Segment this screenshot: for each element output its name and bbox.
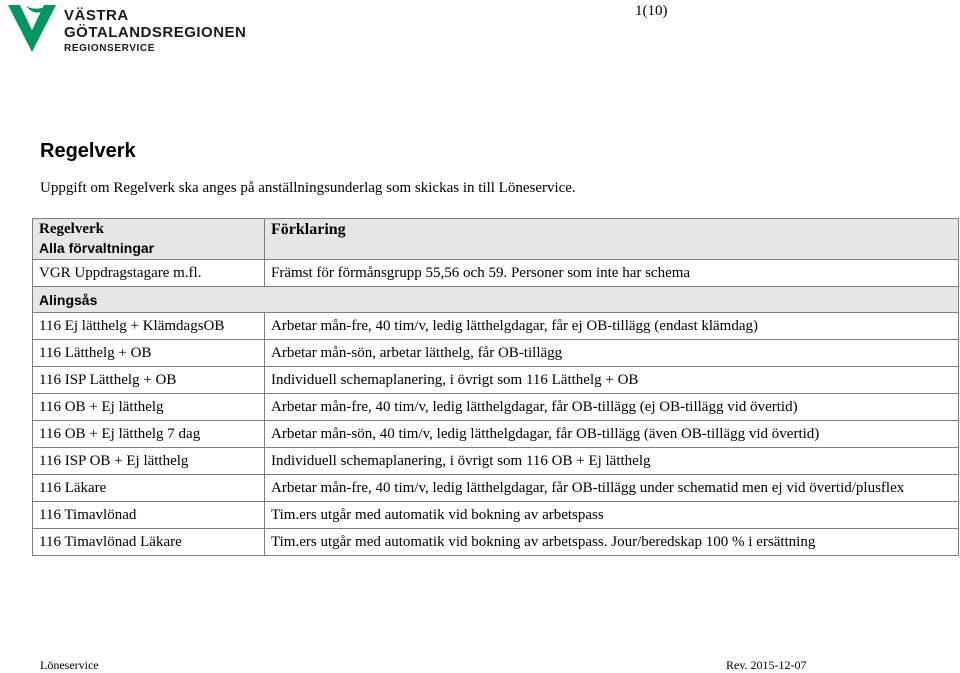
footer-left: Löneservice xyxy=(40,658,99,672)
table-row xyxy=(33,260,959,287)
section-row-alingsas xyxy=(33,287,959,313)
explanation-cell: Arbetar mån-sön, 40 tim/v, ledig lätthelgdagar, får OB-tillägg (även OB-tillägg vid övertid) xyxy=(265,421,959,448)
table-row xyxy=(33,475,959,502)
vgr-emblem-icon xyxy=(6,2,60,54)
logo-text xyxy=(64,8,246,54)
section-label: Alingsås xyxy=(33,287,959,313)
rule-cell: 116 Läkare xyxy=(33,475,265,502)
rule-cell: VGR Uppdragstagare m.fl. xyxy=(33,260,265,287)
header-regelverk-label: Regelverk xyxy=(39,221,104,237)
logo-line-1: VÄSTRA xyxy=(64,7,129,24)
page-title: Regelverk xyxy=(40,140,136,162)
rules-table xyxy=(32,218,959,556)
logo-line-2: GÖTALANDSREGIONEN xyxy=(64,24,247,41)
rule-cell: 116 Lätthelg + OB xyxy=(33,340,265,367)
rule-cell: 116 Ej lätthelg + KlämdagsOB xyxy=(33,313,265,340)
explanation-cell: Arbetar mån-sön, arbetar lätthelg, får OB-tillägg xyxy=(265,340,959,367)
table-row xyxy=(33,367,959,394)
explanation-cell: Tim.ers utgår med automatik vid bokning av arbetspass. Jour/beredskap 100 % i ersättning xyxy=(265,529,959,556)
rule-cell: 116 ISP OB + Ej lätthelg xyxy=(33,448,265,475)
table-header-row xyxy=(33,219,959,260)
rule-cell: 116 Timavlönad xyxy=(33,502,265,529)
explanation-cell: Individuell schemaplanering, i övrigt som 116 Lätthelg + OB xyxy=(265,367,959,394)
explanation-cell: Arbetar mån-fre, 40 tim/v, ledig lätthelgdagar, får ej OB-tillägg (endast klämdag) xyxy=(265,313,959,340)
table-row xyxy=(33,421,959,448)
intro-text: Uppgift om Regelverk ska anges på anställningsunderlag som skickas in till Löneservice. xyxy=(40,180,576,196)
rule-cell: 116 OB + Ej lätthelg xyxy=(33,394,265,421)
page-number: 1(10) xyxy=(635,3,668,19)
table-row xyxy=(33,502,959,529)
rule-cell: 116 ISP Lätthelg + OB xyxy=(33,367,265,394)
rule-cell: 116 OB + Ej lätthelg 7 dag xyxy=(33,421,265,448)
table-row xyxy=(33,313,959,340)
explanation-cell: Individuell schemaplanering, i övrigt som 116 OB + Ej lätthelg xyxy=(265,448,959,475)
header-cell-forklaring: Förklaring xyxy=(265,219,959,260)
table-row xyxy=(33,340,959,367)
explanation-cell: Arbetar mån-fre, 40 tim/v, ledig lätthelgdagar, får OB-tillägg (ej OB-tillägg vid övertid) xyxy=(265,394,959,421)
explanation-cell: Främst för förmånsgrupp 55,56 och 59. Personer som inte har schema xyxy=(265,260,959,287)
logo-line-3: REGIONSERVICE xyxy=(64,43,155,54)
footer-revision: Rev. 2015-12-07 xyxy=(726,658,807,672)
table-row xyxy=(33,448,959,475)
table-row xyxy=(33,394,959,421)
explanation-cell: Arbetar mån-fre, 40 tim/v, ledig lätthelgdagar, får OB-tillägg under schematid men ej vid övertid/plusflex xyxy=(265,475,959,502)
rule-cell: 116 Timavlönad Läkare xyxy=(33,529,265,556)
header-alla-forvaltningar-label: Alla förvaltningar xyxy=(39,240,155,256)
table-row xyxy=(33,529,959,556)
explanation-cell: Tim.ers utgår med automatik vid bokning av arbetspass xyxy=(265,502,959,529)
header-cell-regelverk xyxy=(33,219,265,260)
vgr-logo xyxy=(6,2,256,54)
